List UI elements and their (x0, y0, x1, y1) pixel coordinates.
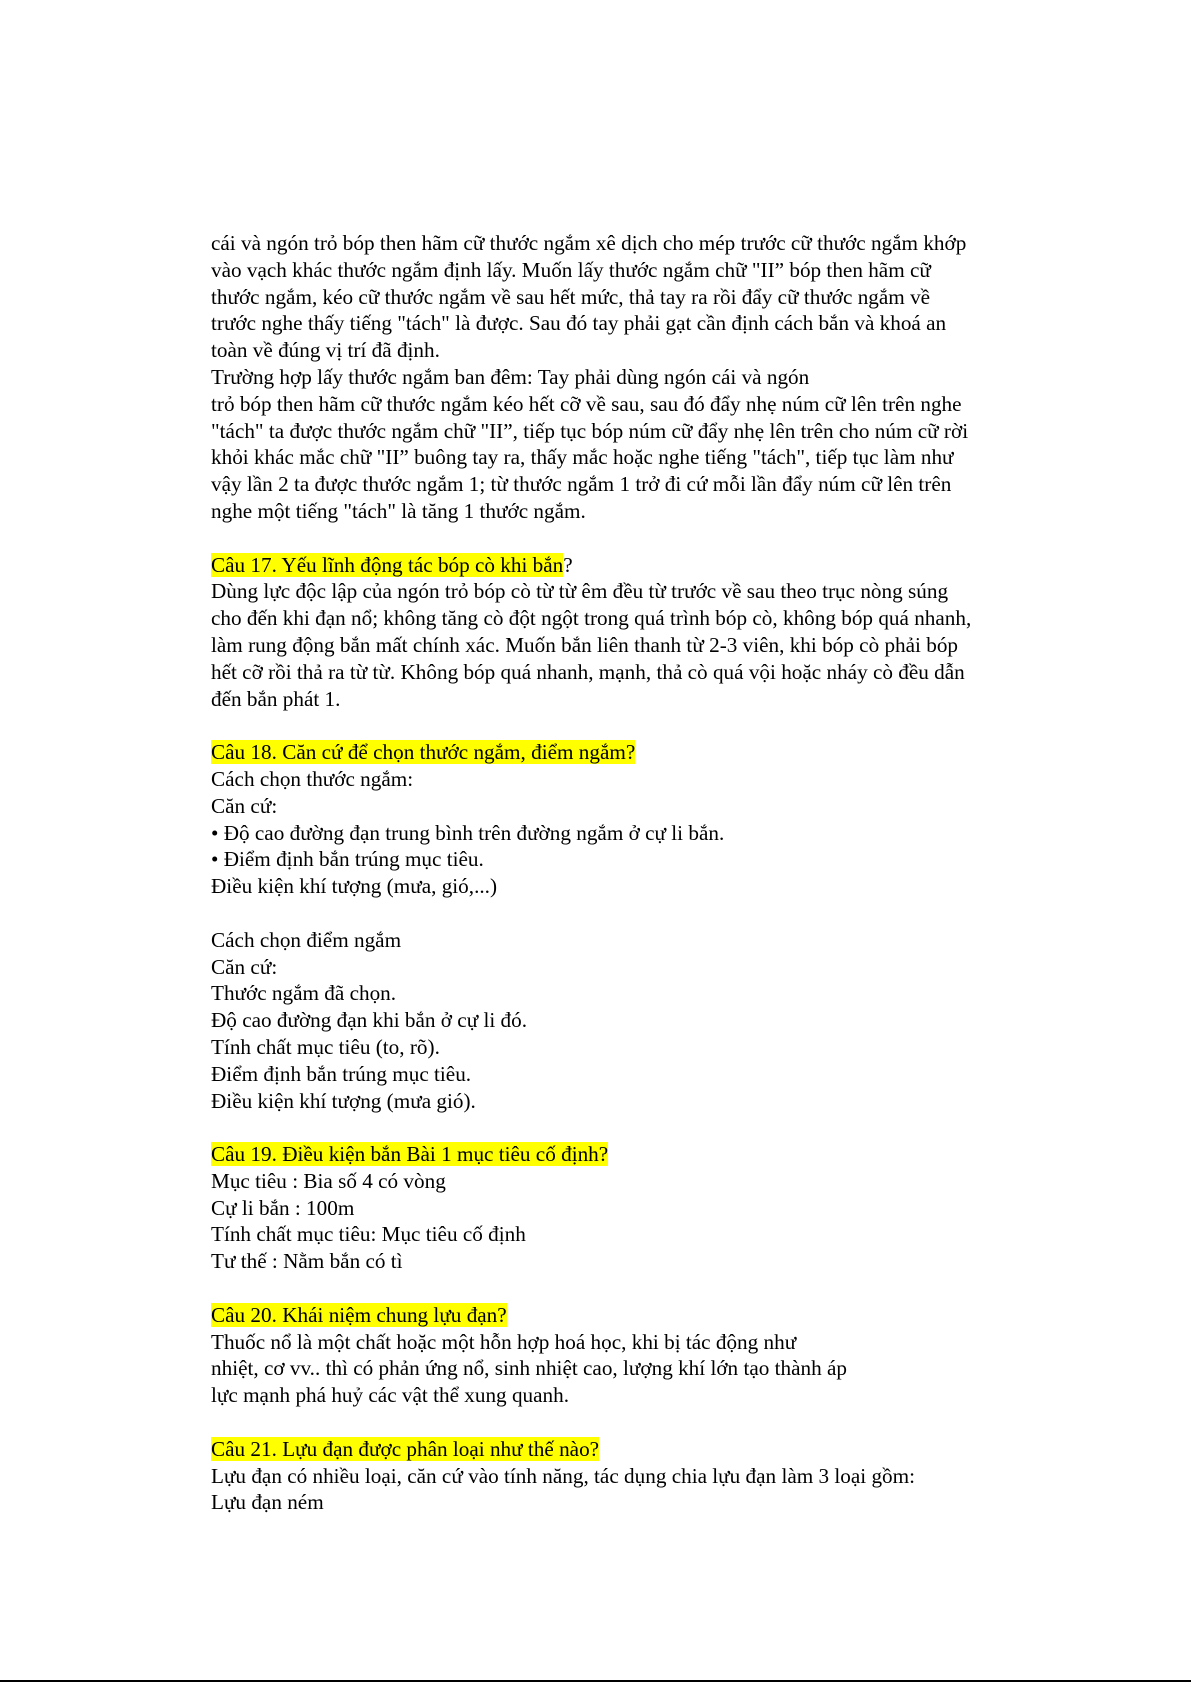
text-line: cái và ngón trỏ bóp then hãm cữ thước ngắm xê dịch cho mép trước cữ thước ngắm khớp (211, 231, 967, 255)
text-line: vào vạch khác thước ngắm định lấy. Muốn lấy thước ngắm chữ "II” bóp then hãm cữ (211, 257, 931, 282)
text-line: Lựu đạn ném (211, 1490, 324, 1515)
text-line: khỏi khác mắc chữ "II” buông tay ra, thấy mắc hoặc nghe tiếng "tách", tiếp tục làm như (211, 445, 954, 470)
text-line: nhiệt, cơ vv.. thì có phản ứng nổ, sinh nhiệt cao, lượng khí lớn tạo thành áp (211, 1356, 847, 1381)
text-line: Cự li bắn : 100m (211, 1195, 355, 1220)
text-line: Dùng lực độc lập của ngón trỏ bóp cò từ từ êm đều từ trước về sau theo trục nòng súng (211, 579, 949, 604)
intro-paragraph (211, 230, 1091, 525)
question-18-heading (211, 739, 1091, 766)
blank-line (211, 900, 1091, 927)
text-line: Điều kiện khí tượng (mưa gió). (211, 1088, 476, 1113)
text-line: Tính chất mục tiêu: Mục tiêu cố định (211, 1222, 526, 1247)
text-line: Cách chọn thước ngắm: (211, 766, 414, 791)
question-17 (211, 552, 1091, 713)
question-21 (211, 1436, 1091, 1516)
title-tail: ? (563, 552, 573, 577)
blank-line (211, 525, 1091, 552)
text-line: Căn cứ: (211, 954, 278, 979)
page-bottom-rule (0, 1680, 1191, 1682)
text-line: thước ngắm, kéo cữ thước ngắm về sau hết mức, thả tay ra rồi đẩy cữ thước ngắm về (211, 284, 931, 309)
text-line: nghe một tiếng "tách" là tăng 1 thước ngắm. (211, 498, 586, 523)
blank-line (211, 1275, 1091, 1302)
text-line: làm rung động bắn mất chính xác. Muốn bắn liên thanh từ 2-3 viên, khi bóp cò phải bóp (211, 632, 959, 657)
question-20-heading (211, 1302, 1091, 1329)
highlighted-title: Câu 17. Yếu lĩnh động tác bóp cò khi bắn (211, 552, 564, 577)
text-line: Tư thế : Nằm bắn có tì (211, 1249, 403, 1274)
highlighted-title: Câu 21. Lựu đạn được phân loại như thế nào? (211, 1436, 600, 1461)
text-line: Cách chọn điểm ngắm (211, 927, 402, 952)
question-19-heading (211, 1141, 1091, 1168)
text-line: Điểm định bắn trúng mục tiêu. (211, 1061, 472, 1086)
text-line: hết cỡ rồi thả ra từ từ. Không bóp quá nhanh, mạnh, thả cò quá vội hoặc nháy cò đều dẫn (211, 659, 965, 684)
question-17-heading (211, 552, 1091, 579)
text-line: đến bắn phát 1. (211, 686, 341, 711)
text-line: cho đến khi đạn nổ; không tăng cò đột ngột trong quá trình bóp cò, không bóp quá nhanh, (211, 606, 972, 631)
text-line: Thuốc nổ là một chất hoặc một hỗn hợp hoá học, khi bị tác động như (211, 1329, 797, 1354)
text-line: Tính chất mục tiêu (to, rõ). (211, 1034, 440, 1059)
text-line: trỏ bóp then hãm cữ thước ngắm kéo hết cỡ về sau, sau đó đẩy nhẹ núm cữ lên trên nghe (211, 391, 962, 416)
text-line: vậy lần 2 ta được thước ngắm 1; từ thước ngắm 1 trở đi cứ mỗi lần đẩy núm cữ lên trên (211, 472, 952, 497)
question-21-heading (211, 1436, 1091, 1463)
text-line: Độ cao đường đạn khi bắn ở cự li đó. (211, 1008, 528, 1033)
highlighted-title: Câu 18. Căn cứ để chọn thước ngắm, điểm ngắm? (211, 740, 636, 765)
highlighted-title: Câu 20. Khái niệm chung lựu đạn? (211, 1302, 507, 1327)
text-line: Trường hợp lấy thước ngắm ban đêm: Tay phải dùng ngón cái và ngón (211, 364, 810, 389)
text-line: Căn cứ: (211, 793, 278, 818)
text-line: Mục tiêu : Bia số 4 có vòng (211, 1168, 446, 1193)
question-19 (211, 1141, 1091, 1275)
question-20 (211, 1302, 1091, 1409)
text-line: Thước ngắm đã chọn. (211, 981, 397, 1006)
blank-line (211, 712, 1091, 739)
document-page (211, 230, 1091, 1516)
highlighted-title: Câu 19. Điều kiện bắn Bài 1 mục tiêu cố định? (211, 1142, 609, 1167)
text-line: Điều kiện khí tượng (mưa, gió,...) (211, 874, 498, 899)
bullet-line: • Điểm định bắn trúng mục tiêu. (211, 847, 484, 872)
blank-line (211, 1114, 1091, 1141)
text-line: lực mạnh phá huỷ các vật thể xung quanh. (211, 1383, 570, 1408)
blank-line (211, 1409, 1091, 1436)
text-line: toàn về đúng vị trí đã định. (211, 338, 440, 363)
text-line: trước nghe thấy tiếng "tách" là được. Sau đó tay phải gạt cần định cách bắn và khoá an (211, 311, 947, 336)
text-line: "tách" ta được thước ngắm chữ "II”, tiếp tục bóp núm cữ đẩy nhẹ lên trên cho núm cữ rời (211, 418, 969, 443)
bullet-line: • Độ cao đường đạn trung bình trên đường ngắm ở cự li bắn. (211, 820, 725, 845)
text-line: Lựu đạn có nhiều loại, căn cứ vào tính năng, tác dụng chia lựu đạn làm 3 loại gồm: (211, 1463, 916, 1488)
question-18 (211, 739, 1091, 1114)
